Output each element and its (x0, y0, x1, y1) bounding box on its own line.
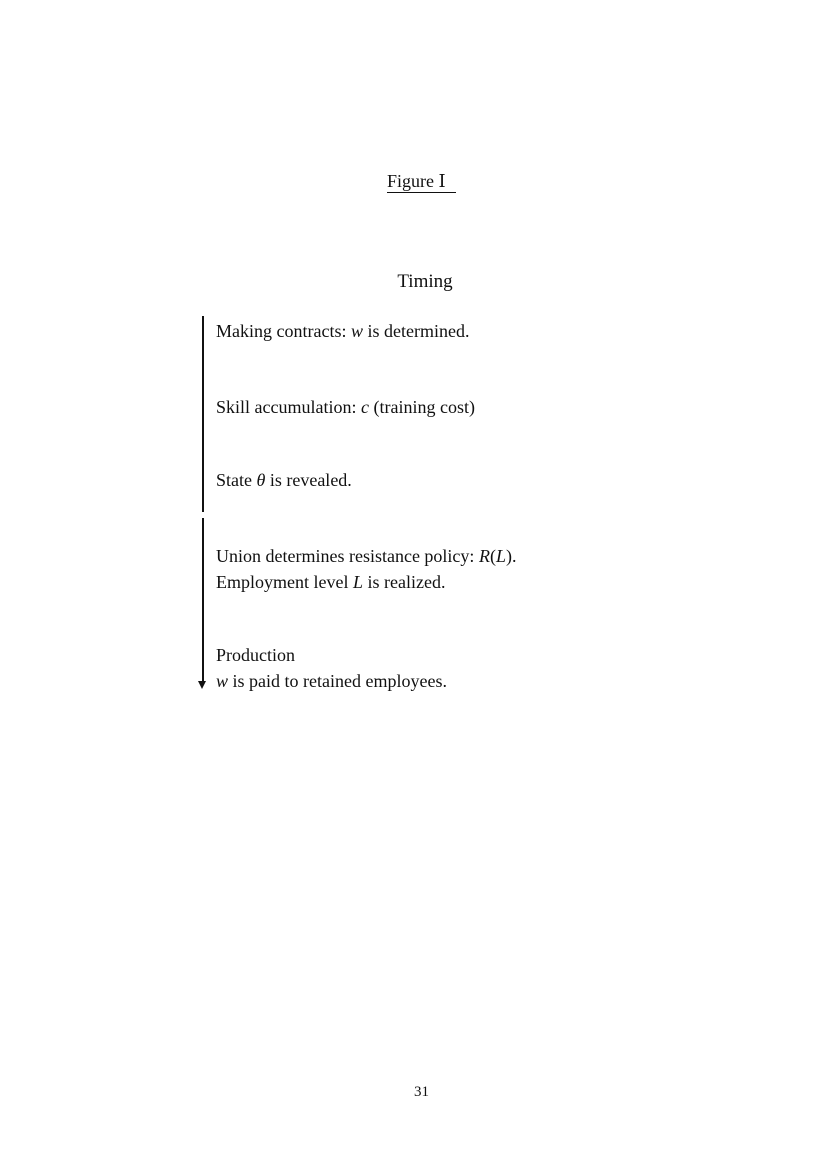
stage-text: is revealed. (265, 470, 352, 490)
timeline-bar-upper (202, 316, 204, 512)
math-symbol: L (495, 546, 506, 566)
stage-text: Production (216, 645, 295, 665)
stage-text: is realized. (362, 572, 446, 592)
stage-text: is paid to retained employees. (228, 671, 447, 691)
timeline-bar-lower (202, 518, 204, 683)
stage-line (216, 318, 469, 344)
stage-line (216, 569, 516, 595)
stage-text: Employment level (216, 572, 353, 592)
stage-line (216, 668, 447, 694)
stage-text: State (216, 470, 257, 490)
math-symbol: R (478, 546, 490, 566)
timeline-arrow-icon (198, 681, 206, 689)
figure-label: Figure Ⅰ (387, 170, 456, 193)
stage-text: ( (489, 546, 496, 566)
diagram-title: Timing (397, 271, 453, 292)
stage-line (216, 394, 475, 420)
math-symbol: θ (256, 470, 266, 490)
timeline-stage (216, 394, 475, 420)
stage-text: Union determines resistance policy: (216, 546, 479, 566)
math-symbol: w (216, 671, 229, 691)
stage-text: Skill accumulation: (216, 397, 361, 417)
page-number: 31 (414, 1084, 429, 1100)
timeline-stage (216, 467, 352, 493)
timeline-stage (216, 642, 447, 694)
stage-line (216, 642, 447, 668)
timeline-stage (216, 318, 469, 344)
stage-line (216, 543, 516, 569)
stage-line (216, 467, 352, 493)
math-symbol: w (350, 321, 363, 341)
stage-text: Making contracts: (216, 321, 351, 341)
timeline-stage (216, 543, 516, 595)
stage-text: is determined. (362, 321, 470, 341)
stage-text: ). (505, 546, 517, 566)
math-symbol: c (360, 397, 369, 417)
math-symbol: L (352, 572, 363, 592)
stage-text: (training cost) (368, 397, 475, 417)
